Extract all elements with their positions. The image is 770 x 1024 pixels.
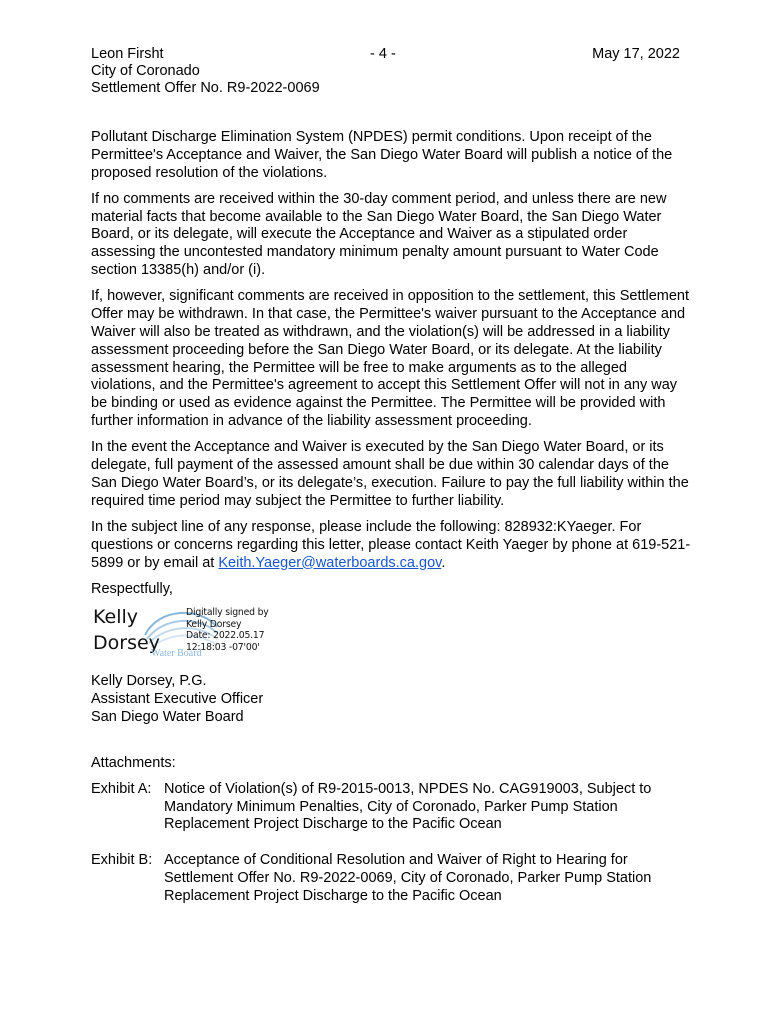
stamp-line: 12:18:03 -07'00' bbox=[186, 641, 260, 653]
signature-last-name: Dorsey bbox=[93, 632, 160, 655]
letter-header-left bbox=[91, 46, 320, 97]
digital-signature[interactable] bbox=[91, 607, 691, 665]
paragraph: If, however, significant comments are received in opposition to the settlement, this Settlement Offer may be withdrawn. In that case, the Permittee's waiver pursuant to the Acceptance and Waiver will also be treated as withdrawn, and the violation(s) will be addressed in a liability assessment proceeding before the San Diego Water Board, or its delegate. At the liability assessment hearing, the Permittee will be free to make arguments as to the alleged violations, and the Permittee's agreement to accept this Settlement Offer will not in any way be binding or used as evidence against the Permittee. The Permittee will be provided with further information in advance of the liability assessment proceeding. bbox=[91, 288, 690, 429]
letter-date: May 17, 2022 bbox=[592, 46, 680, 62]
seal-watermark: Water Board bbox=[151, 648, 202, 660]
signer-org: San Diego Water Board bbox=[91, 708, 244, 725]
exhibit-description: Acceptance of Conditional Resolution and Waiver of Right to Hearing for Settlement Offer No. R9-2022-0069, City of Coronado, Parker Pump Station Replacement Project Discharge to the Pacific Ocean bbox=[164, 852, 652, 904]
paragraph: If no comments are received within the 30-day comment period, and unless there are new material facts that become available to the San Diego Water Board, the San Diego Water Board, or its delegate, will execute the Acceptance and Waiver as a stipulated order assessing the uncontested mandatory minimum penalty amount pursuant to Water Code section 13385(h) and/or (i). bbox=[91, 190, 667, 279]
email-link[interactable]: Keith.Yaeger@waterboards.ca.gov bbox=[218, 554, 442, 571]
attachments-title: Attachments: bbox=[91, 754, 176, 771]
exhibit-label: Exhibit B: bbox=[91, 852, 153, 869]
exhibit-item bbox=[91, 852, 691, 905]
page-number: - 4 - bbox=[370, 46, 396, 62]
closing: Respectfully, bbox=[91, 580, 173, 597]
letter-body bbox=[91, 129, 691, 924]
signer-title: Assistant Executive Officer bbox=[91, 690, 264, 707]
stamp-line: Kelly Dorsey bbox=[186, 618, 242, 630]
exhibit-label: Exhibit A: bbox=[91, 780, 152, 797]
paragraph: Pollutant Discharge Elimination System (NPDES) permit conditions. Upon receipt of the Permittee's Acceptance and Waiver, the San Diego Water Board will publish a notice of the proposed resolution of the violations. bbox=[91, 129, 673, 181]
exhibit-item bbox=[91, 781, 691, 834]
signer-block bbox=[91, 673, 691, 726]
paragraph: In the event the Acceptance and Waiver is executed by the San Diego Water Board, or its delegate, full payment of the assessed amount shall be due within 30 calendar days of the San Diego Water Board’s, or its delegate’s, execution. Failure to pay the full liability within the required time period may subject the Permittee to further liability. bbox=[91, 439, 689, 509]
signature-stamp bbox=[186, 607, 269, 653]
recipient-name: Leon Firsht bbox=[91, 46, 164, 62]
signature-first-name: Kelly bbox=[93, 606, 139, 629]
contact-paragraph bbox=[91, 519, 691, 572]
exhibit-description: Notice of Violation(s) of R9-2015-0013, NPDES No. CAG919003, Subject to Mandatory Minimum Penalties, City of Coronado, Parker Pump Station Replacement Project Discharge to the Pacific Ocean bbox=[164, 780, 652, 833]
signer-name: Kelly Dorsey, P.G. bbox=[91, 673, 207, 690]
contact-text: In the subject line of any response, please include the following: 828932:KYaeger. For questions or concerns regarding this letter, please contact Keith Yaeger by phone at 619-521-5899 or by email at bbox=[91, 518, 691, 571]
recipient-org: City of Coronado bbox=[91, 63, 200, 79]
offer-reference: Settlement Offer No. R9-2022-0069 bbox=[91, 80, 320, 96]
stamp-line: Date: 2022.05.17 bbox=[186, 630, 265, 642]
stamp-line: Digitally signed by bbox=[186, 607, 269, 619]
contact-text-end: . bbox=[441, 554, 446, 571]
